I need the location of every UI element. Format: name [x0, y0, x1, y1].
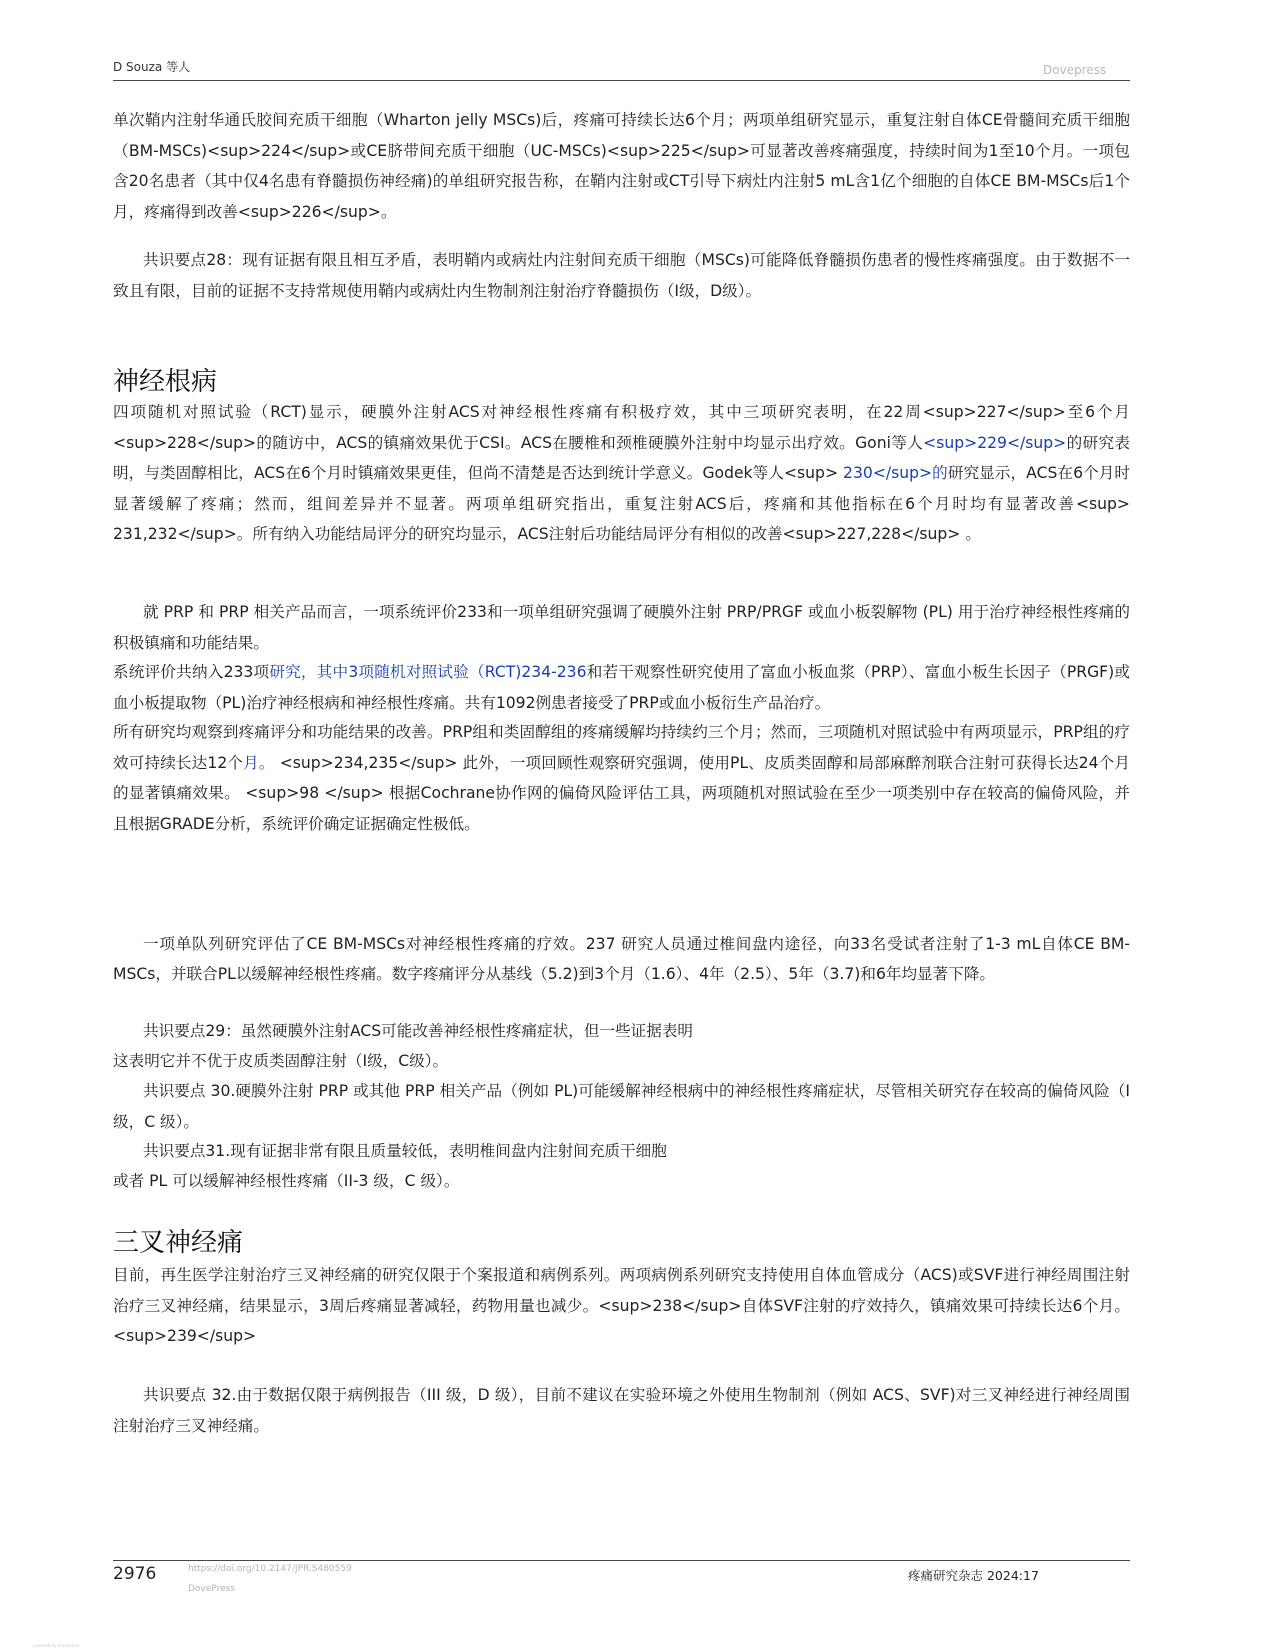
consensus-point-31-line2: 或者 PL 可以缓解神经根性疼痛（II-3 级，C 级）。	[113, 1172, 460, 1190]
section-heading-radiculopathy: 神经根病	[113, 367, 218, 397]
text-run: 所有研究均观察到疼痛评分和功能结果的改善。PRP组和类固醇组的疼痛缓解均持续约三个月；然而，三项随机对照试验中有两项显示，PRP组的疗效可持续长达12个	[113, 723, 1130, 772]
reference-link-229[interactable]: <sup>229</sup>	[923, 433, 1067, 452]
paragraph-prp-outcomes	[113, 717, 1130, 839]
reference-link-234-236[interactable]: 研究，其中3项随机对照试验（RCT)234-236	[269, 663, 587, 681]
text-run: 和若干观察性研究使用了富血小板血浆（PRP）、富血小板生长因子（PRGF)或血小板提取物（PL)治疗神经根病和神经根性疼痛。共有1092例患者接受了PRP或血小板衍生产品治疗。	[113, 663, 1131, 712]
header-divider	[113, 80, 1130, 81]
paragraph-acs-rct	[113, 397, 1130, 550]
paragraph-bm-msc-cohort: 一项单队列研究评估了CE BM-MSCs对神经根性疼痛的疗效。237 研究人员通过椎间盘内途径，向33名受试者注射了1-3 mL自体CE BM-MSCs，并联合PL以缓解神经根性疼痛。数字疼痛评分从基线（5.2)到3个月（1.6）、4年（2.5）、5年（3.7)和6年均显著下降。	[113, 935, 1130, 983]
text-run: 研究显示，ACS在6个月时显著缓解了疼痛；然而，组间差异并不显著。两项单组研究指出，重复注射ACS后，疼痛和其他指标在6个月时均有显著改善<sup> 231,232</sup>。所有纳入功能结局评分的研究均显示，ACS注射后功能结局评分有相似的改善<sup>227,228</sup> 。	[113, 464, 1130, 543]
text-run: 四项随机对照试验（RCT)显示，硬膜外注射ACS对神经根性疼痛有积极疗效，其中三项研究表明，在22周<sup>227</sup>至6个月<sup>228</sup>的随访中，ACS的镇痛效果优于CSI。ACS在腰椎和颈椎硬膜外注射中均显示出疗效。Goni等人	[113, 403, 1130, 452]
publisher-name: DovePress	[188, 1584, 235, 1594]
reference-link-month[interactable]: 月。	[243, 753, 275, 772]
consensus-point-28: 共识要点28：现有证据有限且相互矛盾，表明鞘内或病灶内注射间充质干细胞（MSCs)可能降低脊髓损伤患者的慢性疼痛强度。由于数据不一致且有限，目前的证据不支持常规使用鞘内或病灶内生物制剂注射治疗脊髓损伤（I级，D级）。	[113, 251, 1130, 300]
journal-citation: 疼痛研究杂志 2024:17	[908, 1568, 1039, 1583]
paragraph-msc-spinal: 单次鞘内注射华通氏胶间充质干细胞（Wharton jelly MSCs)后，疼痛可持续长达6个月；两项单组研究显示，重复注射自体CE骨髓间充质干细胞（BM-MSCs)<sup>224</sup>或CE脐带间充质干细胞（UC-MSCs)<sup>225</sup>可显著改善疼痛强度，持续时间为1至10个月。一项包含20名患者（其中仅4名患有脊髓损伤神经痛)的单组研究报告称，在鞘内注射或CT引导下病灶内注射5 mL含1亿个细胞的自体CE BM-MSCs后1个月，疼痛得到改善<sup>226</sup>。	[113, 111, 1130, 221]
doi-link[interactable]: https://doi.org/10.2147/JPR.S480559	[188, 1564, 352, 1574]
paragraph-systematic-review	[113, 657, 1130, 718]
reference-link-230[interactable]: 230</sup>的	[838, 464, 948, 482]
footer-tiny-text: powered by translation	[33, 1643, 80, 1648]
text-run: <sup>234,235</sup> 此外，一项回顾性观察研究强调，使用PL、皮质类固醇和局部麻醉剂联合注射可获得长达24个月的显著镇痛效果。 <sup>98 </sup> 根据Cochrane协作网的偏倚风险评估工具，两项随机对照试验在至少一项类别中存在较高的偏倚风险，并且根据GRADE分析，系统评价确定证据确定性极低。	[113, 753, 1130, 833]
running-header-brand: Dovepress	[1043, 63, 1107, 77]
consensus-point-31-line1: 共识要点31.现有证据非常有限且质量较低，表明椎间盘内注射间充质干细胞	[143, 1142, 667, 1160]
consensus-point-29-line1: 共识要点29：虽然硬膜外注射ACS可能改善神经根性疼痛症状，但一些证据表明	[143, 1022, 694, 1040]
consensus-point-30: 共识要点 30.硬膜外注射 PRP 或其他 PRP 相关产品（例如 PL)可能缓解神经根病中的神经根性疼痛症状，尽管相关研究存在较高的偏倚风险（I 级，C 级）。	[113, 1082, 1130, 1131]
footer-divider	[113, 1560, 1130, 1561]
consensus-point-32: 共识要点 32.由于数据仅限于病例报告（III 级，D 级），目前不建议在实验环境之外使用生物制剂（例如 ACS、SVF)对三叉神经进行神经周围注射治疗三叉神经痛。	[113, 1386, 1130, 1435]
paragraph-prp-overview: 就 PRP 和 PRP 相关产品而言，一项系统评价233和一项单组研究强调了硬膜外注射 PRP/PRGF 或血小板裂解物 (PL) 用于治疗神经根性疼痛的积极镇痛和功能结果。	[113, 603, 1130, 652]
section-heading-trigeminal: 三叉神经痛	[113, 1228, 244, 1258]
paragraph-trigeminal: 目前，再生医学注射治疗三叉神经痛的研究仅限于个案报道和病例系列。两项病例系列研究支持使用自体血管成分（ACS)或SVF进行神经周围注射治疗三叉神经痛，结果显示，3周后疼痛显著减轻，药物用量也减少。<sup>238</sup>自体SVF注射的疗效持久，镇痛效果可持续长达6个月。<sup>239</sup>	[113, 1266, 1130, 1345]
consensus-point-29-line2: 这表明它并不优于皮质类固醇注射（I级，C级）。	[113, 1052, 449, 1070]
running-header-author: D Souza 等人	[113, 60, 191, 74]
page-number: 2976	[113, 1564, 157, 1584]
text-run: 的研究表明，与类固醇相比，ACS在6个月时镇痛效果更佳，但尚不清楚是否达到统计学意义。Godek等人<sup>	[113, 433, 1130, 482]
text-run: 系统评价共纳入233项	[113, 663, 270, 681]
